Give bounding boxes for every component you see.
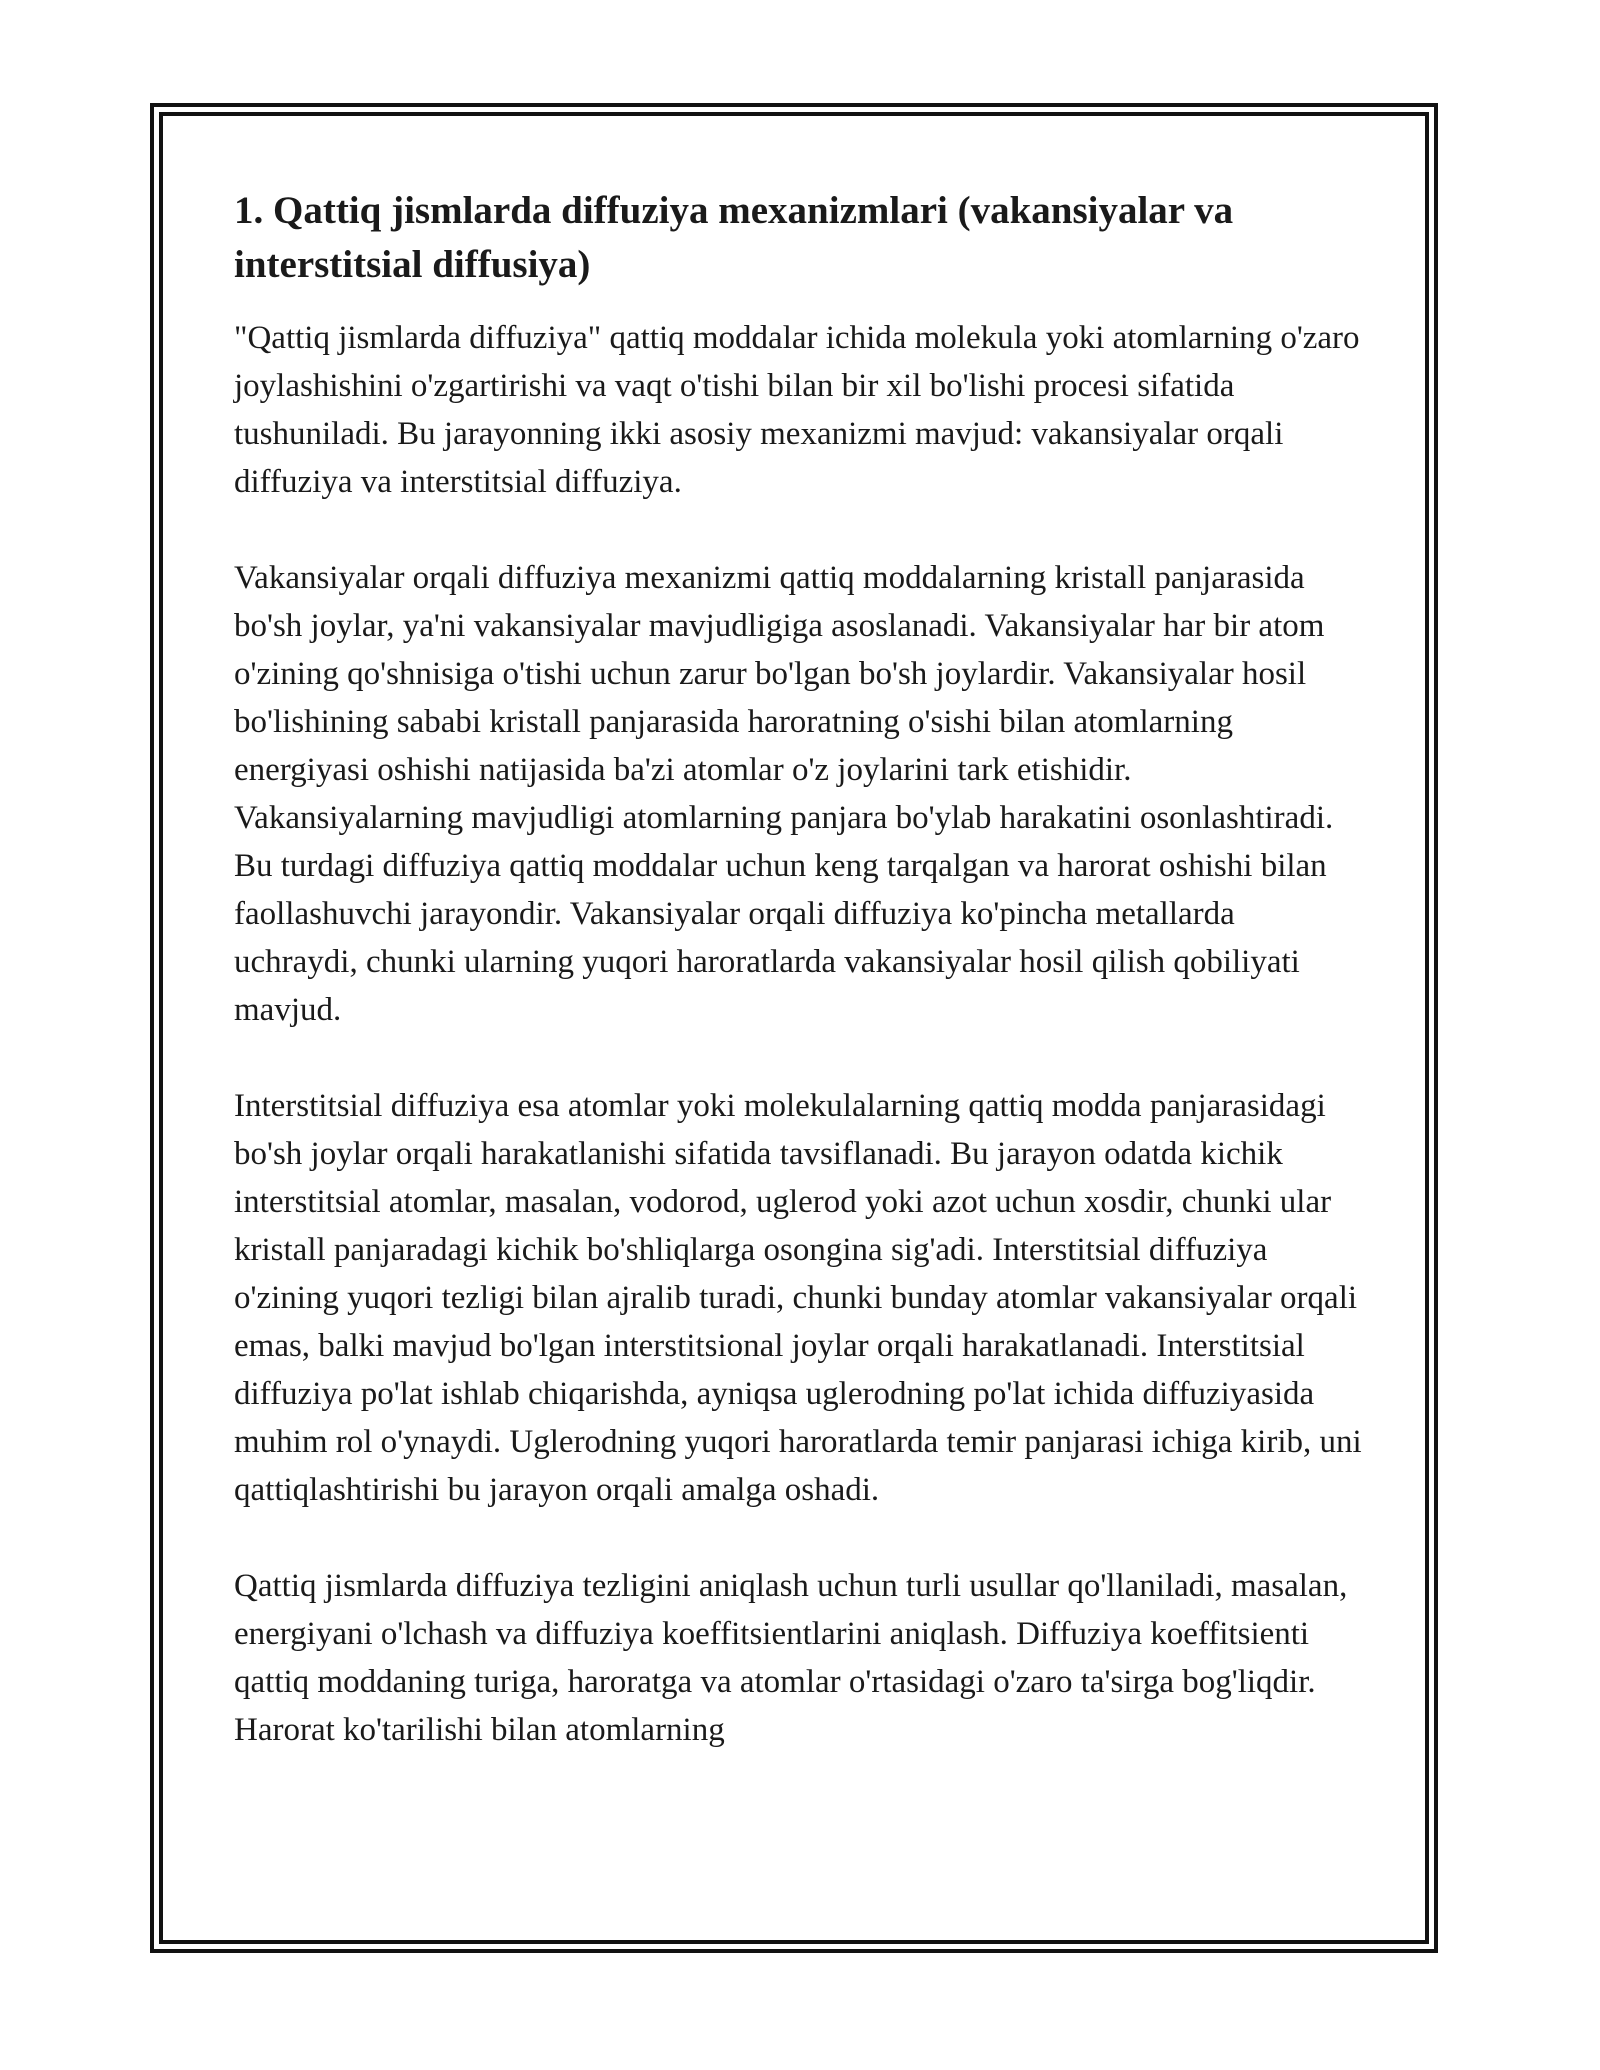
paragraph-interstitial-diffusion: Interstitsial diffuziya esa atomlar yoki molekulalarning qattiq modda panjarasidagi bo'sh joylar orqali harakatlanishi sifatida tavsiflanadi. Bu jarayon odatda kichik interstitsial atomlar, masalan, vodorod, uglerod yoki azot uchun xosdir, chunki ular kristall panjaradagi kichik bo'shliqlarga osongina sig'adi. Interstitsial diffuziya o'zining yuqori tezligi bilan ajralib turadi, chunki bunday atomlar vakansiyalar orqali emas, balki mavjud bo'lgan interstitsional joylar orqali harakatlanadi. Interstitsial diffuziya po'lat ishlab chiqarishda, ayniqsa uglerodning po'lat ichida diffuziyasida muhim rol o'ynaydi. Uglerodning yuqori haroratlarda temir panjarasi ichiga kirib, uni qattiqlashtirishi bu jarayon orqali amalga oshadi. (234, 1088, 1362, 1508)
section-heading: 1. Qattiq jismlarda diffuziya mexanizmlari (vakansiyalar va interstitsial diffusiya) (234, 189, 1234, 286)
paragraph-diffusion-rate: Qattiq jismlarda diffuziya tezligini aniqlash uchun turli usullar qo'llaniladi, masalan, energiyani o'lchash va diffuziya koeffitsientlarini aniqlash. Diffuziya koeffitsienti qattiq moddaning turiga, haroratga va atomlar o'rtasidagi o'zaro ta'sirga bog'liqdir. Harorat ko'tarilishi bilan atomlarning (234, 1568, 1348, 1748)
document-body (234, 184, 1364, 1802)
paragraph-intro: "Qattiq jismlarda diffuziya" qattiq moddalar ichida molekula yoki atomlarning o'zaro joylashishini o'zgartirishi va vaqt o'tishi bilan bir xil bo'lishi procesi sifatida tushuniladi. Bu jarayonning ikki asosiy mexanizmi mavjud: vakansiyalar orqali diffuziya va interstitsial diffuziya. (234, 320, 1360, 500)
paragraph-vacancy-diffusion: Vakansiyalar orqali diffuziya mexanizmi qattiq moddalarning kristall panjarasida bo'sh joylar, ya'ni vakansiyalar mavjudligiga asoslanadi. Vakansiyalar har bir atom o'zining qo'shnisiga o'tishi uchun zarur bo'lgan bo'sh joylardir. Vakansiyalar hosil bo'lishining sababi kristall panjarasida haroratning o'sishi bilan atomlarning energiyasi oshishi natijasida ba'zi atomlar o'z joylarini tark etishidir. Vakansiyalarning mavjudligi atomlarning panjara bo'ylab harakatini osonlashtiradi. Bu turdagi diffuziya qattiq moddalar uchun keng tarqalgan va harorat oshishi bilan faollashuvchi jarayondir. Vakansiyalar orqali diffuziya ko'pincha metallarda uchraydi, chunki ularning yuqori haroratlarda vakansiyalar hosil qilish qobiliyati mavjud. (234, 560, 1334, 1028)
